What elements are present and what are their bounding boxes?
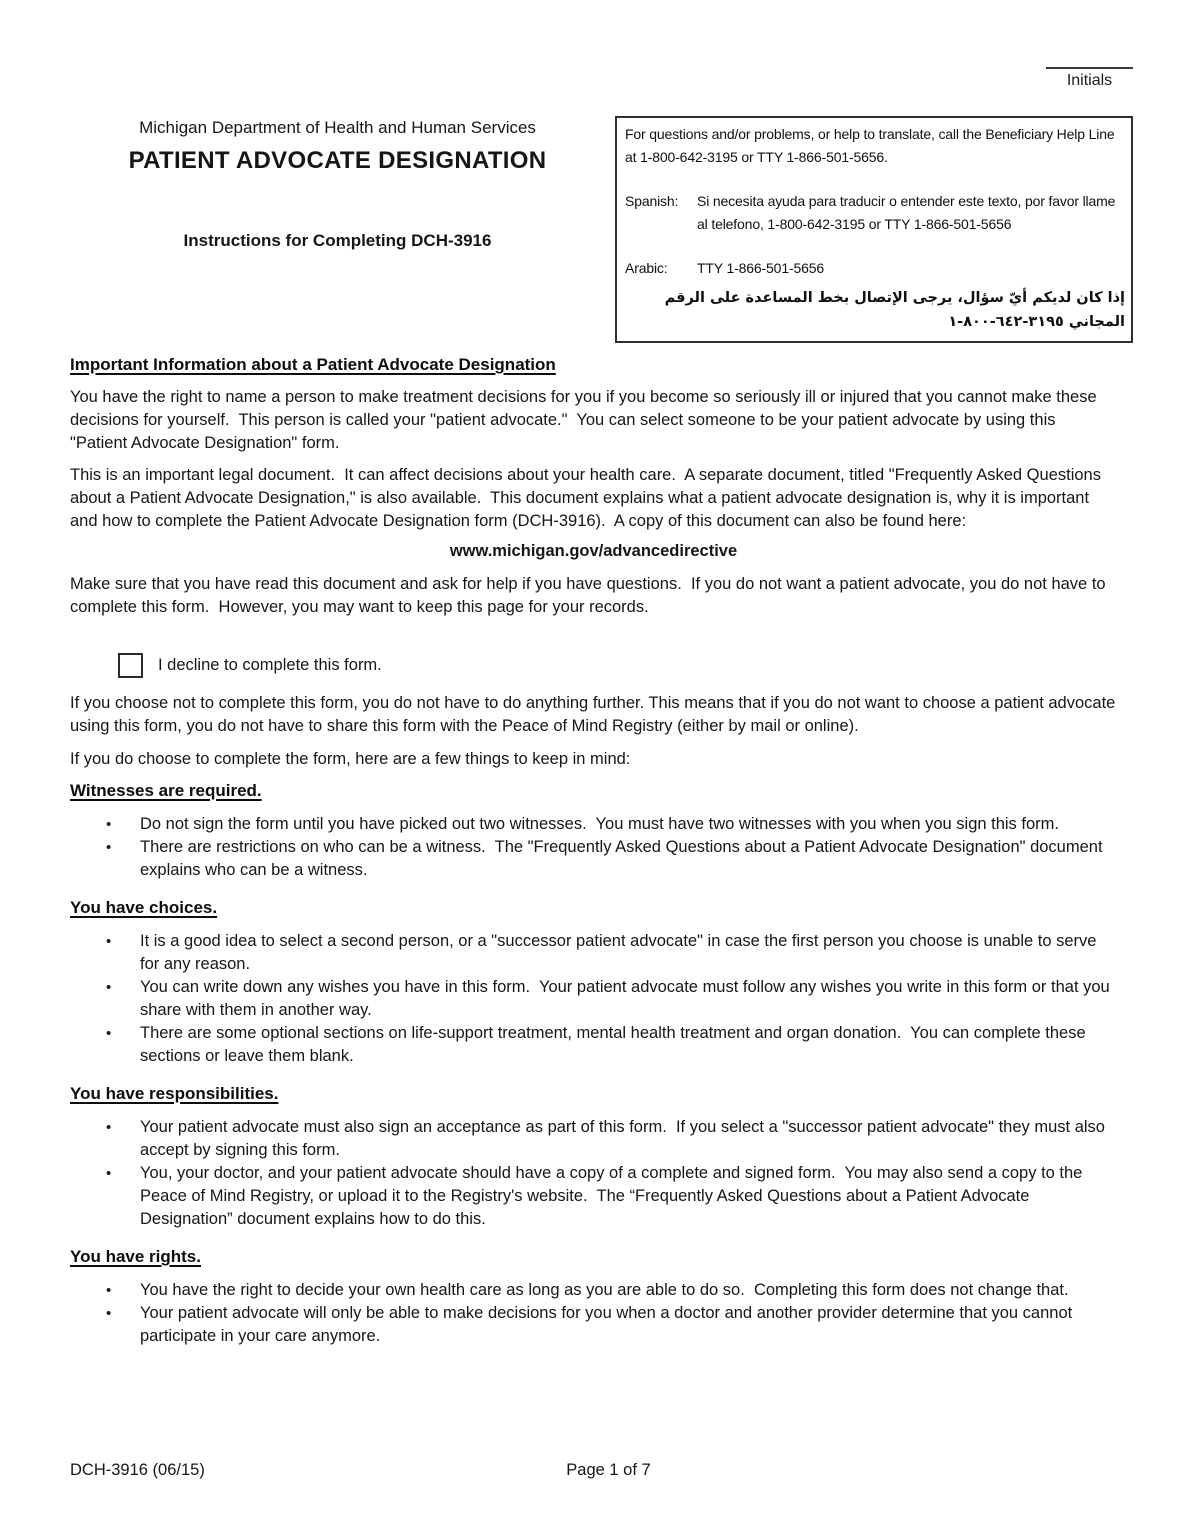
heading-you-have-choices: You have choices. [70, 898, 218, 917]
heading-you-have-rights: You have rights. [70, 1247, 201, 1266]
arabic-label: Arabic: [625, 260, 668, 276]
list-item: • You can write down any wishes you have in this form. Your patient advocate must follow any wishes you write in this form or that you share with them in another way. [70, 976, 1117, 1022]
arabic-tty-text: TTY 1-866-501-5656 [697, 260, 825, 276]
arabic-help-text: إذا كان لديكم أيّ سؤال، يرجى الإتصال بخط المساعدة على الرقم المجاني ٣١٩٥-٦٤٢-٨٠٠-١ [664, 290, 1125, 330]
help-box-spanish-row [625, 190, 1125, 236]
section-heading-important-info: Important Information about a Patient Advocate Designation [70, 355, 556, 374]
form-number: DCH-3916 (06/15) [70, 1461, 205, 1479]
page-number: Page 1 of 7 [566, 1461, 651, 1479]
department-name: Michigan Department of Health and Human Services [139, 118, 536, 137]
witnesses-bullet-list [70, 813, 1117, 882]
list-item: • You have the right to decide your own health care as long as you are able to do so. Completing this form does not change that. [70, 1279, 1117, 1302]
decline-option [118, 653, 1117, 678]
instructions-subtitle: Instructions for Completing DCH-3916 [183, 231, 492, 250]
responsibilities-bullet-list [70, 1116, 1117, 1231]
list-item: • It is a good idea to select a second person, or a "successor patient advocate" in case the first person you choose is unable to serve for any reason. [70, 930, 1117, 976]
help-box-arabic-row [625, 257, 1125, 280]
list-item: • You, your doctor, and your patient advocate should have a copy of a complete and signed form. You may also send a copy to the Peace of Mind Registry, or upload it to the Registry's website. The “Frequently Asked Questions about a Patient Advocate Designation” document explains how to do this. [70, 1162, 1117, 1231]
main-content [0, 343, 1187, 1348]
heading-you-have-responsibilities: You have responsibilities. [70, 1084, 279, 1103]
help-box-english-row [625, 123, 1125, 169]
advance-directive-url: www.michigan.gov/advancedirective [449, 542, 738, 560]
translation-help-box [615, 116, 1133, 343]
list-item: • Your patient advocate must also sign an acceptance as part of this form. If you select a "successor patient advocate" they must also accept by signing this form. [70, 1116, 1117, 1162]
paragraph-legal-document: This is an important legal document. It can affect decisions about your health care. A separate document, titled "Frequently Asked Questions about a Patient Advocate Designation," is also available. This document explains what a patient advocate designation is, why it is important and how to complete the Patient Advocate Designation form (DCH-3916). A copy of this document can also be found here: [70, 466, 1106, 530]
decline-checkbox-label: I decline to complete this form. [158, 656, 382, 674]
heading-witnesses-required: Witnesses are required. [70, 781, 262, 800]
list-item: • Your patient advocate will only be able to make decisions for you when a doctor and another provider determine that you cannot participate in your care anymore. [70, 1302, 1117, 1348]
paragraph-make-sure: Make sure that you have read this document and ask for help if you have questions. If you do not want a patient advocate, you do not have to complete this form. However, you may want to keep this page for your records. [70, 575, 1111, 616]
paragraph-decline-info: If you choose not to complete this form, you do not have to do anything further. This means that if you do not want to choose a patient advocate using this form, you do not have to share this form with the Peace of Mind Registry (either by mail or online). [70, 694, 1120, 735]
paragraph-keep-in-mind: If you do choose to complete the form, here are a few things to keep in mind: [70, 750, 631, 768]
title-block [70, 116, 605, 251]
spanish-text: Si necesita ayuda para traducir o entender este texto, por favor llame al telefono, 1-800-642-3195 or TTY 1-866-501-5656 [697, 193, 1116, 232]
decline-checkbox[interactable] [118, 653, 143, 678]
spanish-label: Spanish: [625, 193, 679, 209]
help-box-english-text: For questions and/or problems, or help to translate, call the Beneficiary Help Line at 1-800-642-3195 or TTY 1-866-501-5656. [625, 126, 1115, 165]
list-item: • There are some optional sections on life-support treatment, mental health treatment and organ donation. You can complete these sections or leave them blank. [70, 1022, 1117, 1068]
choices-bullet-list [70, 930, 1117, 1068]
header [0, 0, 1187, 343]
list-item: • Do not sign the form until you have picked out two witnesses. You must have two witnesses with you when you sign this form. [70, 813, 1117, 836]
initials-field[interactable] [1046, 67, 1133, 90]
list-item: • There are restrictions on who can be a witness. The "Frequently Asked Questions about a Patient Advocate Designation" document explains who can be a witness. [70, 836, 1117, 882]
initials-label: Initials [1066, 72, 1113, 89]
paragraph-intro: You have the right to name a person to make treatment decisions for you if you become so seriously ill or injured that you cannot make these decisions for yourself. This person is called your "patient advocate." You can select someone to be your patient advocate by using this "Patient Advocate Designation" form. [70, 388, 1102, 452]
rights-bullet-list [70, 1279, 1117, 1348]
page-title: PATIENT ADVOCATE DESIGNATION [128, 147, 547, 174]
